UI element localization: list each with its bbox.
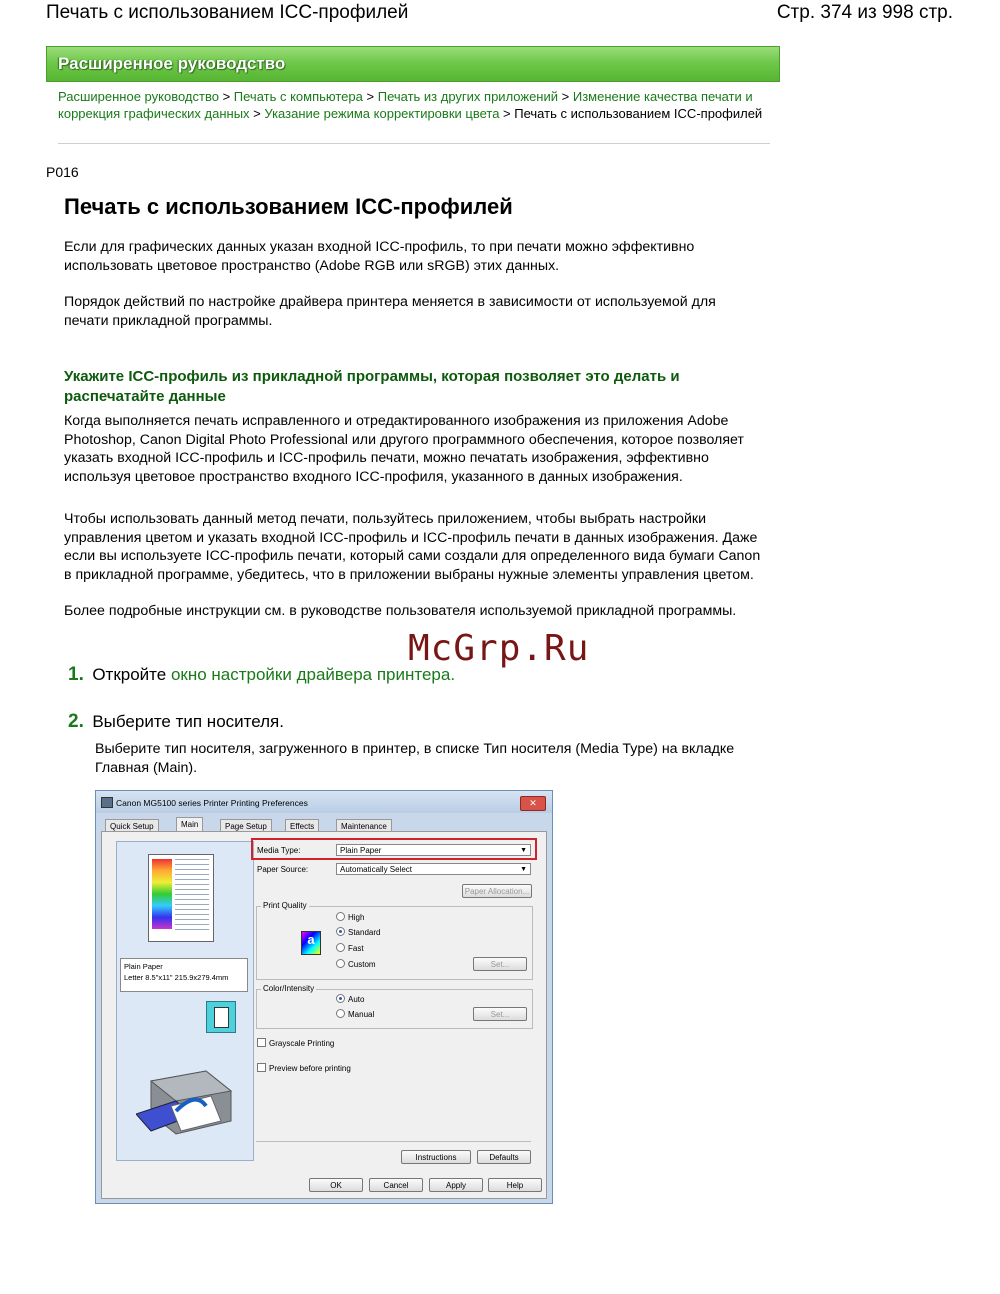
breadcrumb-link[interactable]: Печать из других приложений bbox=[377, 89, 559, 104]
radio-high[interactable]: High bbox=[336, 912, 364, 922]
help-button[interactable]: Help bbox=[488, 1178, 542, 1192]
page-title: Печать с использованием ICC-профилей bbox=[46, 2, 409, 23]
section-paragraph: Более подробные инструкции см. в руководстве пользователя используемой прикладной программы. bbox=[64, 603, 737, 619]
printer-icon bbox=[136, 1066, 236, 1136]
dialog-titlebar bbox=[96, 791, 552, 813]
document-code: P016 bbox=[46, 164, 79, 180]
step-number: 1. bbox=[68, 664, 84, 685]
page-counter: Стр. 374 из 998 стр. bbox=[776, 2, 953, 23]
radio-fast[interactable]: Fast bbox=[336, 943, 364, 953]
breadcrumb-link[interactable]: Печать с компьютера bbox=[233, 89, 363, 104]
tab-page-setup[interactable]: Page Setup bbox=[220, 819, 272, 833]
breadcrumb-separator: > bbox=[366, 89, 375, 104]
paper-source-select[interactable] bbox=[336, 863, 531, 875]
printer-icon bbox=[101, 797, 113, 808]
step-detail: Выберите тип носителя, загруженного в принтер, в списке Тип носителя (Media Type) на вкладке Главная (Main). bbox=[95, 741, 735, 776]
step-text: Выберите тип носителя. bbox=[92, 712, 284, 731]
grayscale-checkbox[interactable]: Grayscale Printing bbox=[257, 1038, 334, 1048]
print-quality-label: Print Quality bbox=[263, 901, 307, 910]
banner-label: Расширенное руководство bbox=[58, 54, 286, 73]
breadcrumb-separator: > bbox=[222, 89, 231, 104]
step-number: 2. bbox=[68, 711, 84, 732]
quality-set-button[interactable]: Set... bbox=[473, 957, 527, 971]
instructions-button[interactable]: Instructions bbox=[401, 1150, 471, 1164]
paper-source-label: Paper Source: bbox=[257, 865, 309, 874]
driver-settings-link[interactable]: окно настройки драйвера принтера. bbox=[170, 665, 456, 684]
cancel-button[interactable]: Cancel bbox=[369, 1178, 423, 1192]
breadcrumb-link[interactable]: Расширенное руководство bbox=[58, 89, 219, 104]
chevron-down-icon: ▼ bbox=[520, 866, 527, 873]
media-type-label: Media Type: bbox=[257, 846, 301, 855]
radio-standard[interactable]: Standard bbox=[336, 927, 380, 937]
section-title: Укажите ICC-профиль из прикладной программы, которая позволяет это делать и распечатайте данные bbox=[64, 368, 680, 405]
breadcrumb-separator: > bbox=[253, 106, 261, 121]
paper-info-type: Plain Paper bbox=[124, 962, 163, 971]
intro-paragraph: Порядок действий по настройке драйвера принтера меняется в зависимости от используемой для печати прикладной программы. bbox=[64, 294, 716, 329]
breadcrumb bbox=[58, 88, 770, 122]
breadcrumb-link[interactable]: Изменение качества печати и коррекция графических данных bbox=[58, 89, 753, 121]
breadcrumb-separator: > bbox=[503, 106, 511, 121]
breadcrumb-current: Печать с использованием ICC-профилей bbox=[514, 106, 763, 121]
step-text: Откройте bbox=[92, 665, 171, 684]
paper-source-value: Automatically Select bbox=[340, 865, 413, 874]
step-1 bbox=[68, 664, 455, 686]
divider bbox=[256, 1141, 531, 1142]
tab-maintenance[interactable]: Maintenance bbox=[336, 819, 392, 833]
apply-button[interactable]: Apply bbox=[429, 1178, 483, 1192]
intro-paragraph: Если для графических данных указан входной ICC-профиль, то при печати можно эффективно использовать цветовое пространство (Adobe RGB или sRGB) этих данных. bbox=[64, 239, 695, 274]
media-type-highlight bbox=[251, 838, 537, 860]
color-intensity-label: Color/Intensity bbox=[263, 984, 315, 993]
paper-preview-icon bbox=[148, 854, 214, 942]
radio-manual[interactable]: Manual bbox=[336, 1009, 374, 1019]
section-paragraph: Когда выполняется печать исправленного и отредактированного изображения из приложения Adobe Photoshop, Canon Digital Photo Professional или другого программного обеспечения, которое позволяет указать входной ICC-профиль и ICC-профиль печати, можно печатать изображения, эффективно используя цветовое пространство входного ICC-профиля, указанного в данных изображения. bbox=[64, 413, 744, 485]
breadcrumb-divider bbox=[58, 143, 770, 144]
intensity-set-button[interactable]: Set... bbox=[473, 1007, 527, 1021]
defaults-button[interactable]: Defaults bbox=[477, 1150, 531, 1164]
section-paragraph: Чтобы использовать данный метод печати, пользуйтесь приложением, чтобы выбрать настройки управления цветом и указать входной ICC-профиль и ICC-профиль печати в данных изображения. Даже если вы используете ICC-профиль печати, который сами создали для определенного вида бумаги Canon в прикладной программе, убедитесь, что в приложении выбраны нужные элементы управления цветом. bbox=[64, 511, 761, 583]
dialog-title: Canon MG5100 series Printer Printing Preferences bbox=[116, 798, 308, 808]
close-button[interactable]: ✕ bbox=[520, 796, 546, 811]
chevron-down-icon: ▼ bbox=[520, 847, 527, 854]
quality-icon: a bbox=[301, 931, 321, 955]
ok-button[interactable]: OK bbox=[309, 1178, 363, 1192]
color-strip bbox=[152, 859, 172, 929]
step-2 bbox=[68, 711, 284, 733]
paper-allocation-button[interactable]: Paper Allocation... bbox=[462, 884, 532, 898]
radio-custom[interactable]: Custom bbox=[336, 959, 376, 969]
tab-effects[interactable]: Effects bbox=[285, 819, 319, 833]
radio-auto[interactable]: Auto bbox=[336, 994, 364, 1004]
watermark: McGrp.Ru bbox=[408, 628, 590, 669]
tab-main[interactable]: Main bbox=[176, 817, 203, 834]
guide-banner bbox=[46, 46, 780, 82]
article-heading: Печать с использованием ICC-профилей bbox=[64, 194, 513, 219]
paper-info-box bbox=[120, 958, 248, 992]
media-type-value: Plain Paper bbox=[340, 846, 382, 855]
preview-checkbox[interactable]: Preview before printing bbox=[257, 1063, 351, 1073]
breadcrumb-separator: > bbox=[561, 89, 570, 104]
breadcrumb-link[interactable]: Указание режима корректировки цвета bbox=[264, 106, 500, 121]
paper-orientation-icon bbox=[206, 1001, 236, 1033]
text-lines bbox=[175, 859, 209, 933]
tab-quick-setup[interactable]: Quick Setup bbox=[105, 819, 159, 833]
paper-info-size: Letter 8.5"x11" 215.9x279.4mm bbox=[124, 973, 229, 982]
